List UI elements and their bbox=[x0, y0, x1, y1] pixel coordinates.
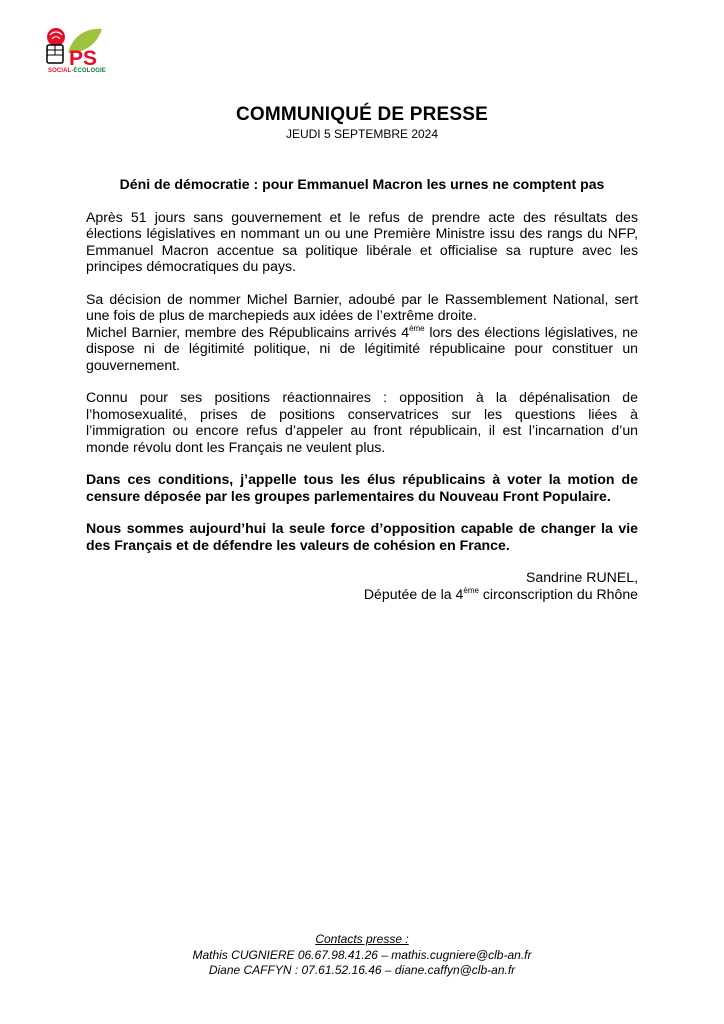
paragraph-4: Dans ces conditions, j’appelle tous les élus républicains à voter la motion de censure déposée par les groupes parlementaires du Nouveau Front Populaire. bbox=[86, 471, 638, 504]
brand-text: PS bbox=[69, 47, 98, 70]
signatory-name: Sandrine RUNEL, bbox=[525, 569, 638, 585]
fist-rose-icon bbox=[44, 25, 110, 71]
paragraph-3: Connu pour ses positions réactionnaires : opposition à la dépénalisation de l’homosexualité, prises de positions conservatrices sur les questions liées à l’immigration ou encore refus d’appeler au front républicain, il est l’incarnation d’un monde révolu dont les Français ne veulent plus. bbox=[86, 389, 638, 455]
logo-tagline: SOCIAL-ÉCOLOGIE bbox=[48, 68, 106, 74]
signatory-role: Députée de la 4ème circonscription du Rhône bbox=[363, 585, 638, 602]
headline: Déni de démocratie : pour Emmanuel Macron les urnes ne comptent pas bbox=[119, 176, 605, 192]
press-release-body bbox=[86, 176, 638, 602]
contact-line-2: Diane CAFFYN : 07.61.52.16.46 – diane.caffyn@clb-an.fr bbox=[208, 963, 516, 977]
ps-logo bbox=[44, 25, 110, 77]
contact-line-1: Mathis CUGNIERE 06.67.98.41.26 – mathis.cugniere@clb-an.fr bbox=[192, 947, 532, 962]
paragraph-1: Après 51 jours sans gouvernement et le refus de prendre acte des résultats des élections législatives en nommant un ou une Première Ministre issu des rangs du NFP, Emmanuel Macron accentue sa politique libérale et officialise sa rupture avec les principes démocratiques du pays. bbox=[86, 208, 638, 274]
paragraph-2a: Sa décision de nommer Michel Barnier, adoubé par le Rassemblement National, sert une fois de plus de marchepieds aux idées de l’extrême droite. bbox=[86, 290, 638, 323]
paragraph-2b: Michel Barnier, membre des Républicains arrivés 4ème lors des élections législatives, ne dispose ni de légitimité politique, ni de légitimité républicaine pour constituer un gouvernement. bbox=[86, 323, 638, 373]
release-date: JEUDI 5 SEPTEMBRE 2024 bbox=[285, 127, 439, 141]
contacts-title: Contacts presse : bbox=[315, 932, 409, 946]
press-contacts bbox=[0, 932, 724, 979]
page-title: COMMUNIQUÉ DE PRESSE bbox=[235, 104, 489, 125]
paragraph-5: Nous sommes aujourd’hui la seule force d’opposition capable de changer la vie des Français et de défendre les valeurs de cohésion en France. bbox=[86, 520, 638, 553]
signature bbox=[86, 569, 638, 602]
